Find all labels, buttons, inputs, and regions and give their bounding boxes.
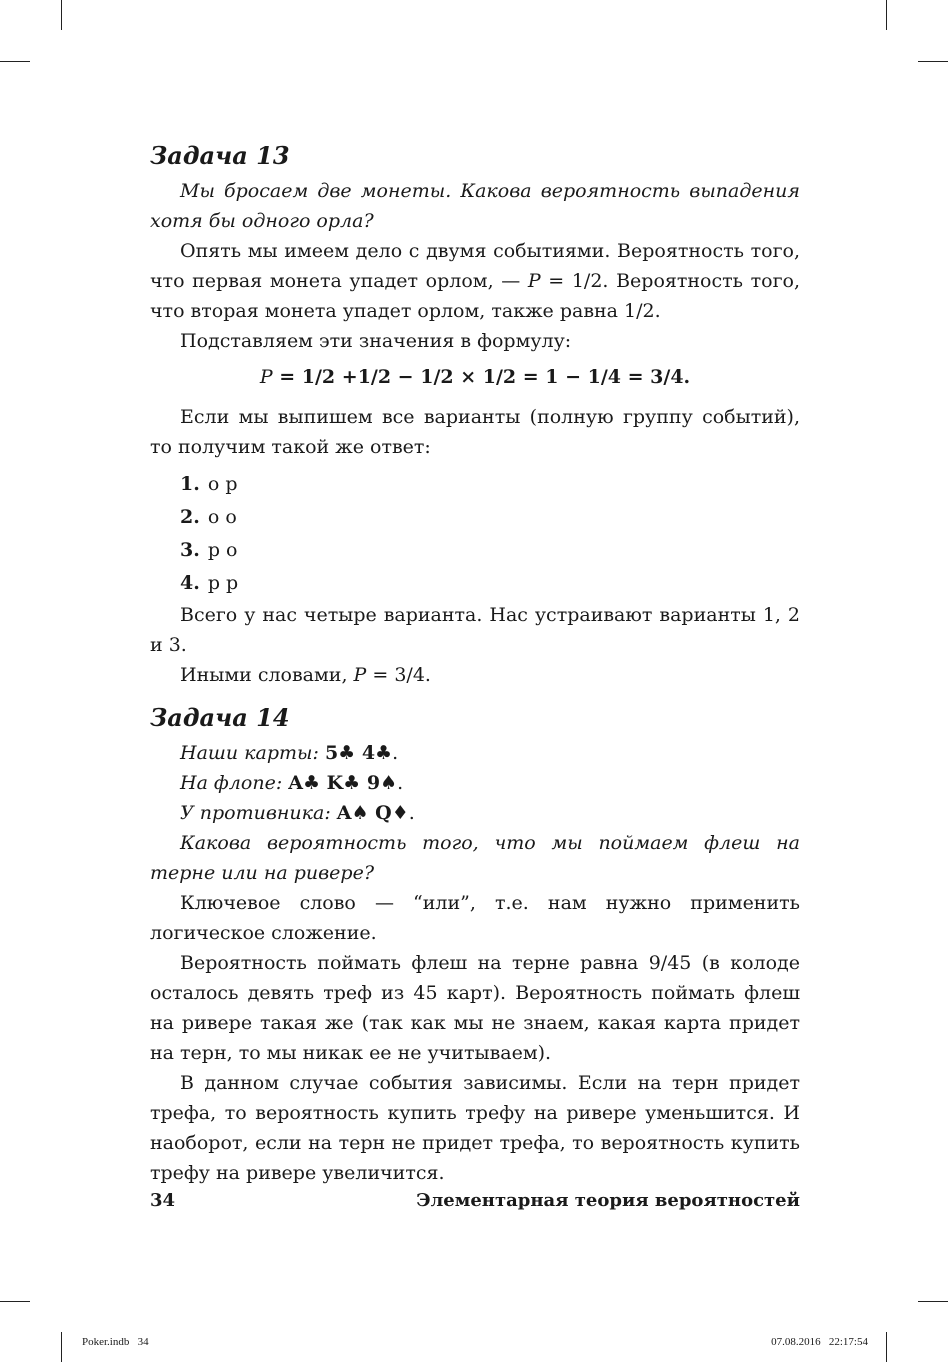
flop-cards: A♣ K♣ 9♠ bbox=[288, 772, 398, 794]
task13-paragraph-1 bbox=[150, 236, 800, 326]
page-body bbox=[150, 140, 800, 1188]
text-run: Иными словами, bbox=[180, 664, 354, 686]
task14-paragraph-3: В данном случае события зависимы. Если на терн придет трефа, то вероятность купить трефу на ривере уменьшится. И наоборот, если на терн не придет трефа, то вероятность купить трефу на ривере увеличится. bbox=[150, 1072, 800, 1184]
list-item bbox=[150, 534, 800, 567]
text-run: = 1/2. Вероятность того, что вторая монета упадет орлом, также равна 1/2. bbox=[150, 270, 800, 322]
task13-title: Задача 13 bbox=[150, 141, 290, 170]
formula-expression: = 1/2 +1/2 − 1/2 × 1/2 = 1 − 1/4 = 3/4. bbox=[272, 366, 691, 388]
slug-date: 07.08.2016 22:17:54 bbox=[771, 1336, 868, 1348]
list-item-number: 1. bbox=[180, 473, 200, 495]
period: . bbox=[397, 772, 404, 794]
list-item bbox=[150, 468, 800, 501]
list-item-number: 4. bbox=[180, 572, 200, 594]
period: . bbox=[408, 802, 415, 824]
crop-mark-top-right-h bbox=[918, 61, 948, 62]
task14-paragraph-2: Вероятность поймать флеш на терне равна 9/45 (в колоде осталось девять треф из 45 карт). Вероятность поймать флеш на ривере такая же (так как мы не знаем, какая карта придет на терн, то мы никак ее не учитываем). bbox=[150, 952, 800, 1064]
variable-p: P bbox=[353, 664, 367, 686]
task14-title: Задача 14 bbox=[150, 703, 290, 732]
our-cards-line bbox=[150, 738, 800, 768]
list-item-text: р о bbox=[207, 539, 238, 561]
list-item-text: р р bbox=[207, 572, 239, 594]
list-item bbox=[150, 501, 800, 534]
variants-list bbox=[150, 468, 800, 600]
task14-question: Какова вероятность того, что мы поймаем флеш на терне или на ривере? bbox=[150, 832, 800, 884]
opponent-label: У противника: bbox=[180, 802, 337, 824]
text-run: Опять мы имеем дело с двумя событиями. Вероятность того, что первая монета упадет орлом, — bbox=[150, 240, 800, 292]
crop-mark-top-right-v bbox=[886, 0, 887, 30]
list-item-text: о о bbox=[207, 506, 237, 528]
opponent-cards: A♠ Q♦ bbox=[336, 802, 409, 824]
text-run: = 3/4. bbox=[366, 664, 431, 686]
variable-p: P bbox=[527, 270, 541, 292]
crop-mark-bottom-left-v bbox=[61, 1332, 62, 1362]
list-item-number: 2. bbox=[180, 506, 200, 528]
task13-question: Мы бросаем две монеты. Какова вероятность выпадения хотя бы одного орла? bbox=[150, 180, 800, 232]
crop-mark-bottom-left-h bbox=[0, 1301, 30, 1302]
running-title: Элементарная теория вероятностей bbox=[416, 1190, 800, 1211]
crop-mark-bottom-right-h bbox=[918, 1301, 948, 1302]
opponent-line bbox=[150, 798, 800, 828]
list-item-number: 3. bbox=[180, 539, 200, 561]
task13-paragraph-5 bbox=[150, 660, 800, 690]
page-number: 34 bbox=[150, 1190, 176, 1211]
task13-paragraph-4: Всего у нас четыре варианта. Нас устраивают варианты 1, 2 и 3. bbox=[150, 604, 800, 656]
period: . bbox=[392, 742, 399, 764]
our-cards: 5♣ 4♣ bbox=[324, 742, 393, 764]
crop-mark-top-left-v bbox=[61, 0, 62, 30]
crop-mark-bottom-right-v bbox=[886, 1332, 887, 1362]
slug-file: Poker.indb 34 bbox=[82, 1336, 149, 1348]
flop-label: На флопе: bbox=[180, 772, 289, 794]
task14-paragraph-1: Ключевое слово — “или”, т.е. нам нужно применить логическое сложение. bbox=[150, 892, 800, 944]
flop-line bbox=[150, 768, 800, 798]
task13-paragraph-3: Если мы выпишем все варианты (полную группу событий), то получим такой же ответ: bbox=[150, 406, 800, 458]
crop-mark-top-left-h bbox=[0, 61, 30, 62]
formula-variable-p: P bbox=[259, 366, 273, 388]
formula bbox=[150, 362, 800, 392]
task13-paragraph-2: Подставляем эти значения в формулу: bbox=[180, 330, 572, 352]
list-item-text: о р bbox=[207, 473, 238, 495]
list-item bbox=[150, 567, 800, 600]
our-cards-label: Наши карты: bbox=[180, 742, 325, 764]
